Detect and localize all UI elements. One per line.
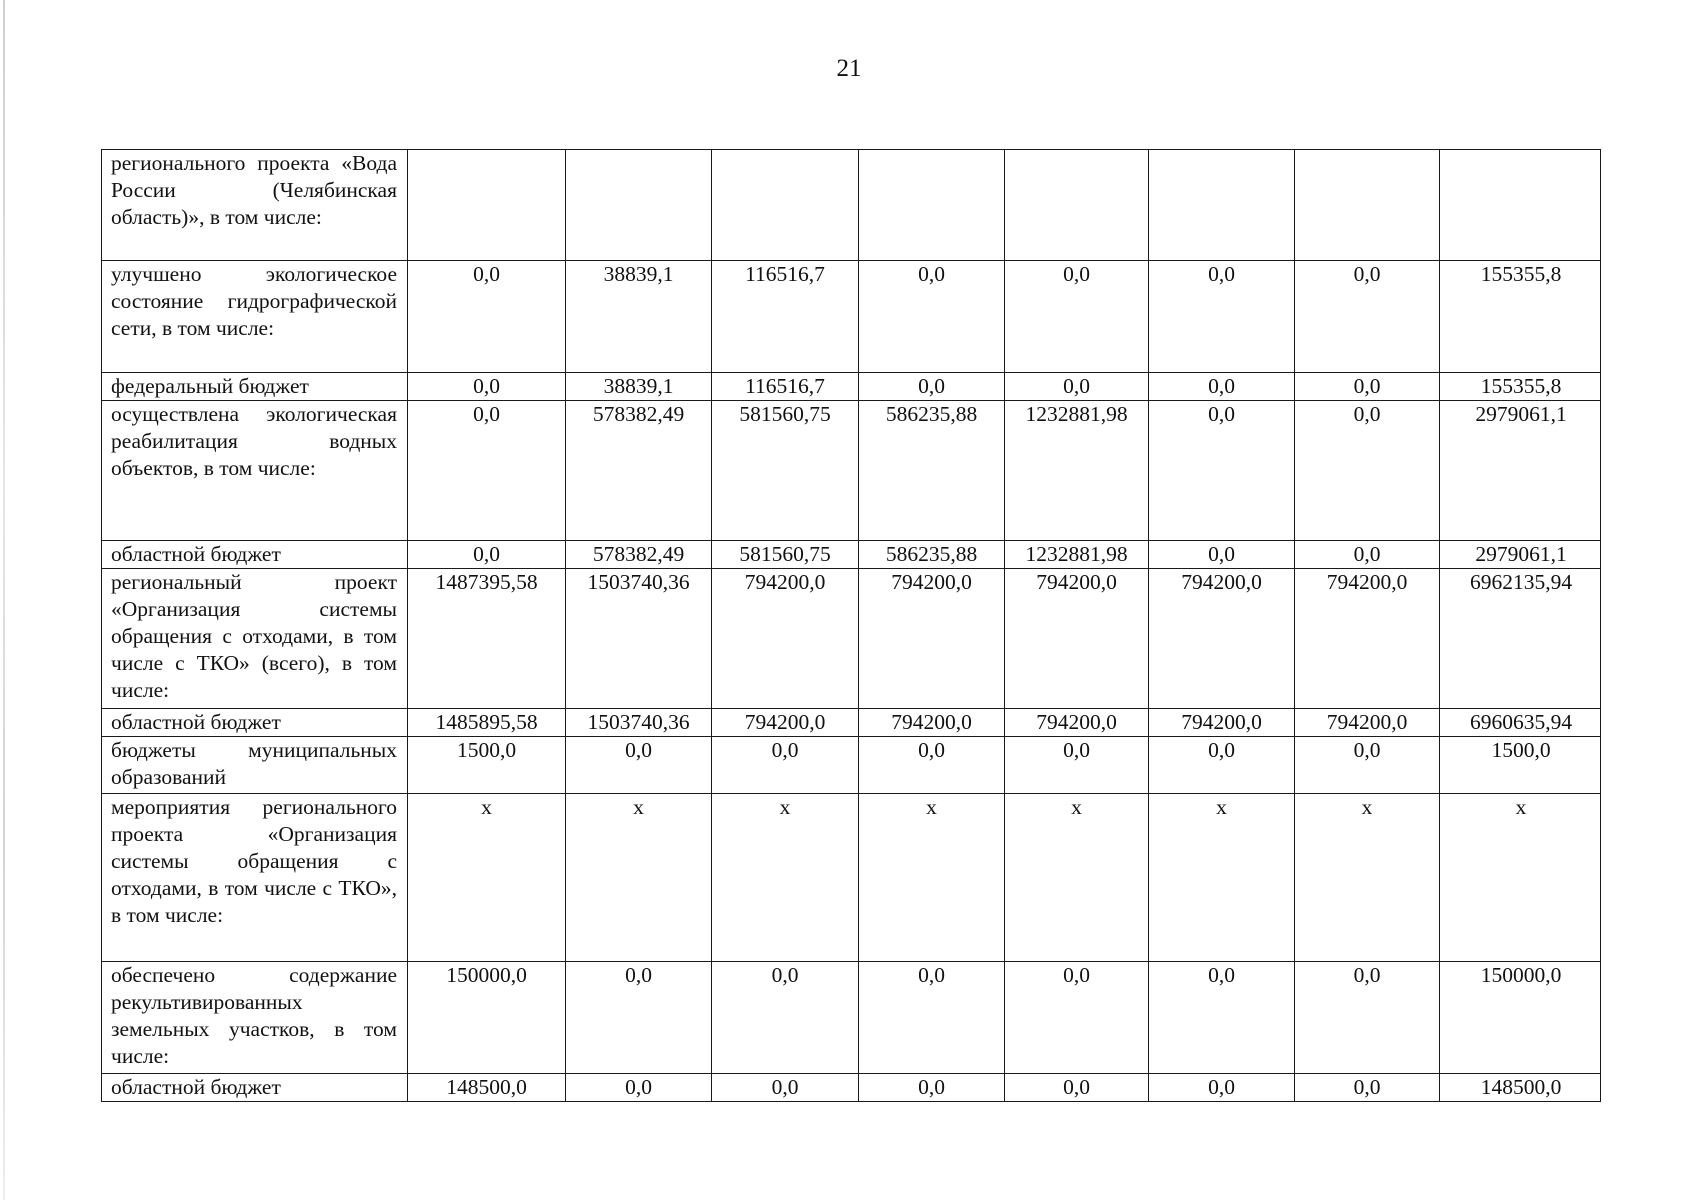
value-cell: x	[408, 794, 566, 962]
value-cell: 794200,0	[712, 709, 859, 737]
value-cell	[566, 150, 712, 261]
total-cell: 148500,0	[1440, 1074, 1601, 1102]
row-label: областной бюджет	[102, 709, 408, 737]
total-cell: 2979061,1	[1440, 541, 1601, 569]
value-cell: 0,0	[1295, 962, 1440, 1074]
value-cell: 1485895,58	[408, 709, 566, 737]
total-cell: 1500,0	[1440, 737, 1601, 794]
total-cell: 2979061,1	[1440, 401, 1601, 541]
value-cell: 0,0	[1149, 541, 1295, 569]
budget-table-body	[102, 150, 1601, 1102]
value-cell: 578382,49	[566, 541, 712, 569]
table-row	[102, 150, 1601, 261]
value-cell: x	[859, 794, 1005, 962]
value-cell: 1487395,58	[408, 569, 566, 709]
row-label: бюджеты муниципальных образований	[102, 737, 408, 794]
value-cell: 0,0	[1005, 261, 1149, 373]
row-label: регионального проекта «Вода России (Челябинская область)», в том числе:	[102, 150, 408, 261]
value-cell: 0,0	[1295, 1074, 1440, 1102]
row-label: областной бюджет	[102, 1074, 408, 1102]
value-cell	[1295, 150, 1440, 261]
value-cell: 0,0	[712, 962, 859, 1074]
value-cell: 0,0	[1005, 737, 1149, 794]
table-row	[102, 709, 1601, 737]
value-cell: 0,0	[1149, 401, 1295, 541]
value-cell: 0,0	[566, 1074, 712, 1102]
value-cell: 0,0	[1149, 962, 1295, 1074]
total-cell: x	[1440, 794, 1601, 962]
total-cell: 155355,8	[1440, 261, 1601, 373]
value-cell: 0,0	[1295, 541, 1440, 569]
value-cell: 0,0	[408, 541, 566, 569]
value-cell: 0,0	[859, 962, 1005, 1074]
row-label: обеспечено содержание рекультивированных земельных участков, в том числе:	[102, 962, 408, 1074]
value-cell: 1232881,98	[1005, 541, 1149, 569]
value-cell: 794200,0	[1149, 569, 1295, 709]
value-cell: 794200,0	[712, 569, 859, 709]
value-cell: 0,0	[1149, 261, 1295, 373]
table-row	[102, 962, 1601, 1074]
value-cell: 794200,0	[1295, 569, 1440, 709]
value-cell: 0,0	[566, 737, 712, 794]
row-label: федеральный бюджет	[102, 373, 408, 401]
value-cell: 794200,0	[1295, 709, 1440, 737]
value-cell: 0,0	[1149, 1074, 1295, 1102]
value-cell: 116516,7	[712, 373, 859, 401]
value-cell: x	[1005, 794, 1149, 962]
value-cell: 0,0	[408, 261, 566, 373]
value-cell	[859, 150, 1005, 261]
value-cell: 38839,1	[566, 373, 712, 401]
value-cell: 581560,75	[712, 541, 859, 569]
value-cell: 0,0	[1295, 737, 1440, 794]
value-cell: 0,0	[1005, 962, 1149, 1074]
value-cell: 0,0	[408, 373, 566, 401]
value-cell: 0,0	[859, 261, 1005, 373]
value-cell: 586235,88	[859, 401, 1005, 541]
scan-page-edge	[3, 0, 5, 1200]
value-cell: x	[566, 794, 712, 962]
total-cell: 6960635,94	[1440, 709, 1601, 737]
table-row	[102, 541, 1601, 569]
value-cell: 1500,0	[408, 737, 566, 794]
value-cell: 794200,0	[859, 709, 1005, 737]
value-cell: 581560,75	[712, 401, 859, 541]
table-row	[102, 1074, 1601, 1102]
value-cell: 0,0	[859, 737, 1005, 794]
value-cell: 0,0	[859, 373, 1005, 401]
row-label: региональный проект «Организация системы обращения с отходами, в том числе с ТКО» (всего), в том числе:	[102, 569, 408, 709]
row-label: мероприятия регионального проекта «Организация системы обращения с отходами, в том числе с ТКО», в том числе:	[102, 794, 408, 962]
value-cell: x	[1149, 794, 1295, 962]
value-cell: 794200,0	[859, 569, 1005, 709]
value-cell: 150000,0	[408, 962, 566, 1074]
row-label: областной бюджет	[102, 541, 408, 569]
value-cell: x	[1295, 794, 1440, 962]
value-cell: 116516,7	[712, 261, 859, 373]
table-row	[102, 737, 1601, 794]
value-cell: 0,0	[1005, 1074, 1149, 1102]
value-cell: 586235,88	[859, 541, 1005, 569]
row-label: осуществлена экологическая реабилитация водных объектов, в том числе:	[102, 401, 408, 541]
value-cell: 1232881,98	[1005, 401, 1149, 541]
value-cell	[408, 150, 566, 261]
table-row	[102, 401, 1601, 541]
value-cell: 0,0	[1149, 737, 1295, 794]
total-cell: 150000,0	[1440, 962, 1601, 1074]
table-row	[102, 794, 1601, 962]
total-cell	[1440, 150, 1601, 261]
value-cell: 38839,1	[566, 261, 712, 373]
page-number: 21	[836, 55, 862, 82]
table-row	[102, 373, 1601, 401]
value-cell: 0,0	[712, 1074, 859, 1102]
row-label: улучшено экологическое состояние гидрографической сети, в том числе:	[102, 261, 408, 373]
total-cell: 155355,8	[1440, 373, 1601, 401]
value-cell	[712, 150, 859, 261]
value-cell	[1149, 150, 1295, 261]
value-cell: 794200,0	[1005, 569, 1149, 709]
table-row	[102, 569, 1601, 709]
value-cell: 0,0	[859, 1074, 1005, 1102]
value-cell: 794200,0	[1005, 709, 1149, 737]
budget-table	[101, 149, 1601, 1102]
value-cell: 578382,49	[566, 401, 712, 541]
value-cell	[1005, 150, 1149, 261]
value-cell: x	[712, 794, 859, 962]
value-cell: 0,0	[1295, 401, 1440, 541]
value-cell: 0,0	[1295, 261, 1440, 373]
value-cell: 0,0	[1295, 373, 1440, 401]
value-cell: 148500,0	[408, 1074, 566, 1102]
value-cell: 1503740,36	[566, 709, 712, 737]
value-cell: 1503740,36	[566, 569, 712, 709]
value-cell: 0,0	[1005, 373, 1149, 401]
value-cell: 0,0	[712, 737, 859, 794]
total-cell: 6962135,94	[1440, 569, 1601, 709]
value-cell: 0,0	[1149, 373, 1295, 401]
value-cell: 0,0	[566, 962, 712, 1074]
value-cell: 794200,0	[1149, 709, 1295, 737]
value-cell: 0,0	[408, 401, 566, 541]
table-row	[102, 261, 1601, 373]
